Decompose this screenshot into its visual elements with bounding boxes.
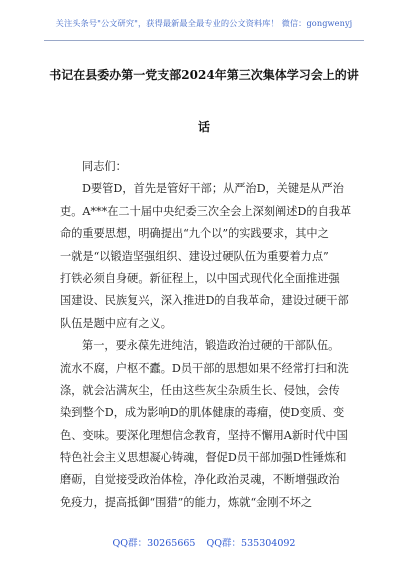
paragraph-1-line: 吏。A***在二十届中央纪委三次全会上深刻阐述D的自我革 bbox=[60, 204, 352, 218]
document-body bbox=[60, 156, 354, 514]
paragraph-2-line: 流水不腐，户枢不蠹。D员干部的思想如果不经常打扫和洗 bbox=[60, 361, 349, 375]
footer-qq-group-2: QQ群：535304092 bbox=[206, 538, 296, 549]
header-divider bbox=[44, 40, 364, 41]
paragraph-2-line: 特色社会主义思想凝心铸魂，督促D员干部加强D性锤炼和 bbox=[60, 451, 347, 465]
salutation: 同志们： bbox=[82, 160, 127, 173]
footer-contact bbox=[0, 535, 408, 549]
paragraph-1-line: 命的重要思想，明确提出“九个以”的实践要求，其中之 bbox=[60, 227, 329, 241]
paragraph-1-line: 打铁必须自身硬。新征程上，以中国式现代化全面推进强 bbox=[60, 271, 340, 285]
paragraph-1-line: 国建设、民族复兴，深入推进D的自我革命，建设过硬干部 bbox=[60, 294, 349, 308]
footer-qq-group-1: QQ群：30265665 bbox=[112, 538, 196, 549]
paragraph-1-line: D要管D，首先是管好干部；从严治D，关键是从严治 bbox=[82, 182, 344, 196]
paragraph-2-line: 涤，就会沾满灰尘，任由这些灰尘杂质生长、侵蚀，会传 bbox=[60, 383, 340, 397]
paragraph-2-line: 磨砺，自觉接受政治体检，净化政治灵魂，不断增强政治 bbox=[60, 473, 340, 487]
paragraph-1-line: 一就是“以锻造坚强组织、建设过硬队伍为重要着力点” bbox=[60, 249, 329, 263]
paragraph-2-line: 免疫力，提高抵御“围猎”的能力，炼就“金刚不坏之 bbox=[60, 495, 313, 509]
paragraph-2-line: 第一，要永葆先进纯洁，锻造政治过硬的干部队伍。 bbox=[82, 339, 340, 353]
paragraph-2-line: 染到整个D，成为影响D的肌体健康的毒瘤，使D变质、变 bbox=[60, 406, 345, 420]
document-title-line-1: 书记在县委办第一党支部2024年第三次集体学习会上的讲 bbox=[49, 68, 359, 82]
paragraph-2-line: 色、变味。要深化理想信念教育，坚持不懈用A新时代中国 bbox=[60, 428, 348, 442]
header-banner: 关注头条号"公文研究"，获得最新最全最专业的公文资料库！ 微信：gongwenyj bbox=[55, 18, 353, 28]
document-title-line-2: 话 bbox=[197, 120, 210, 134]
paragraph-1-line: 队伍是题中应有之义。 bbox=[60, 316, 172, 330]
